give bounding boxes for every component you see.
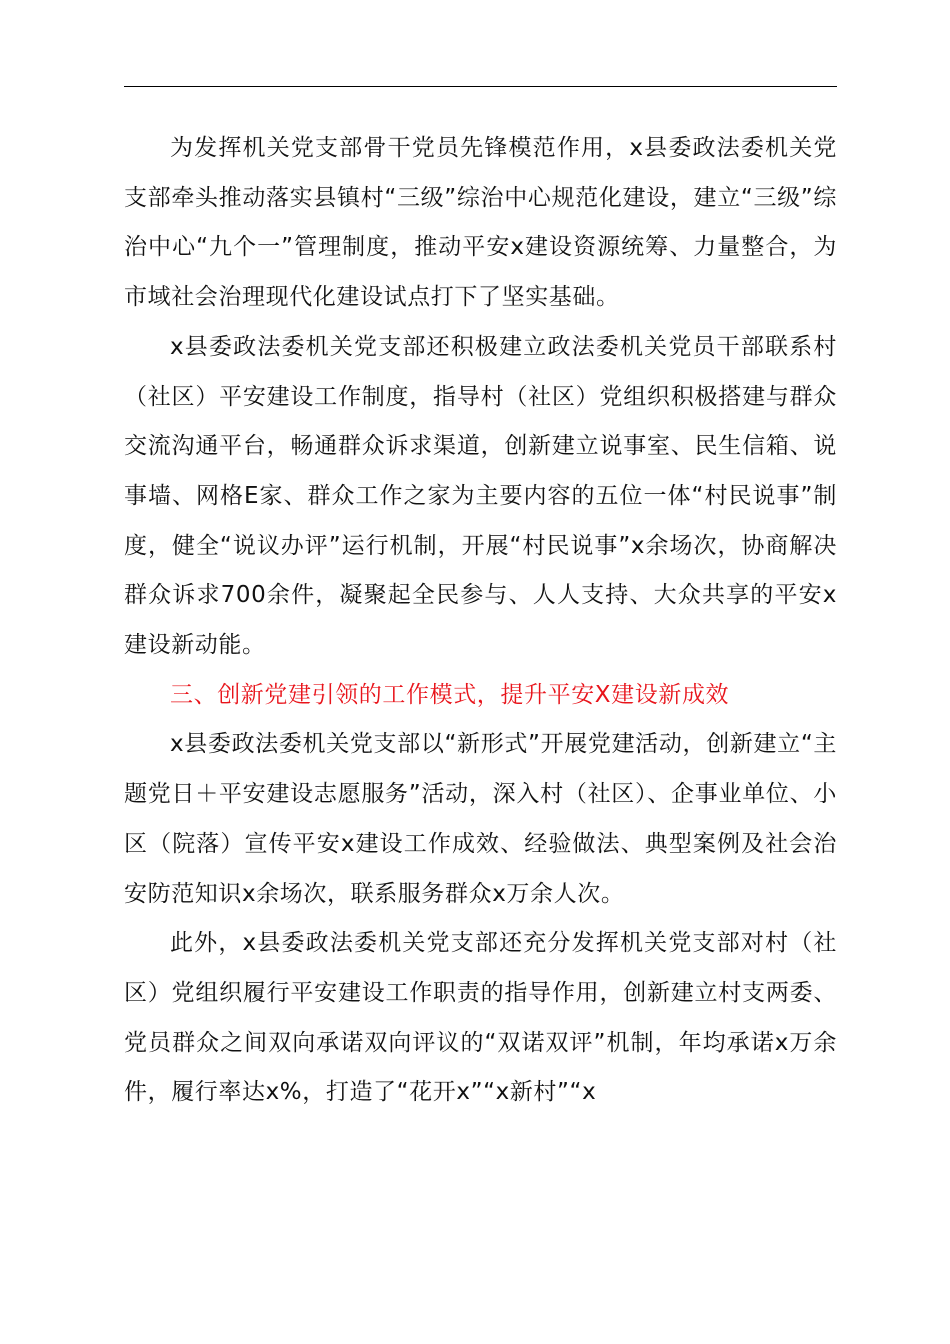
paragraph-2: x县委政法委机关党支部还积极建立政法委机关党员干部联系村（社区）平安建设工作制度，指导村（社区）党组织积极搭建与群众交流沟通平台，畅通群众诉求渠道，创新建立说事室、民生信箱、说事墙、网格E家、群众工作之家为主要内容的五位一体“村民说事”制度，健全“说议办评”运行机制，开展“村民说事”x余场次，协商解决群众诉求700余件，凝聚起全民参与、人人支持、大众共享的平安x建设新动能。 <box>124 333 837 659</box>
section-heading-3: 三、创新党建引领的工作模式，提升平安X建设新成效 <box>170 681 730 708</box>
header-rule <box>124 86 837 87</box>
paragraph-3: x县委政法委机关党支部以“新形式”开展党建活动，创新建立“主题党日＋平安建设志愿服务”活动，深入村（社区）、企事业单位、小区（院落）宣传平安x建设工作成效、经验做法、典型案例及社会治安防范知识x余场次，联系服务群众x万余人次。 <box>124 731 837 907</box>
document-body <box>124 124 837 1118</box>
paragraph-1: 为发挥机关党支部骨干党员先锋模范作用，x县委政法委机关党支部牵头推动落实县镇村“三级”综治中心规范化建设，建立“三级”综治中心“九个一”管理制度，推动平安x建设资源统筹、力量整合，为市域社会治理现代化建设试点打下了坚实基础。 <box>124 135 837 311</box>
paragraph-4: 此外，x县委政法委机关党支部还充分发挥机关党支部对村（社区）党组织履行平安建设工作职责的指导作用，创新建立村支两委、党员群众之间双向承诺双向评议的“双诺双评”机制，年均承诺x万余件，履行率达x%，打造了“花开x”“x新村”“x <box>124 930 837 1106</box>
